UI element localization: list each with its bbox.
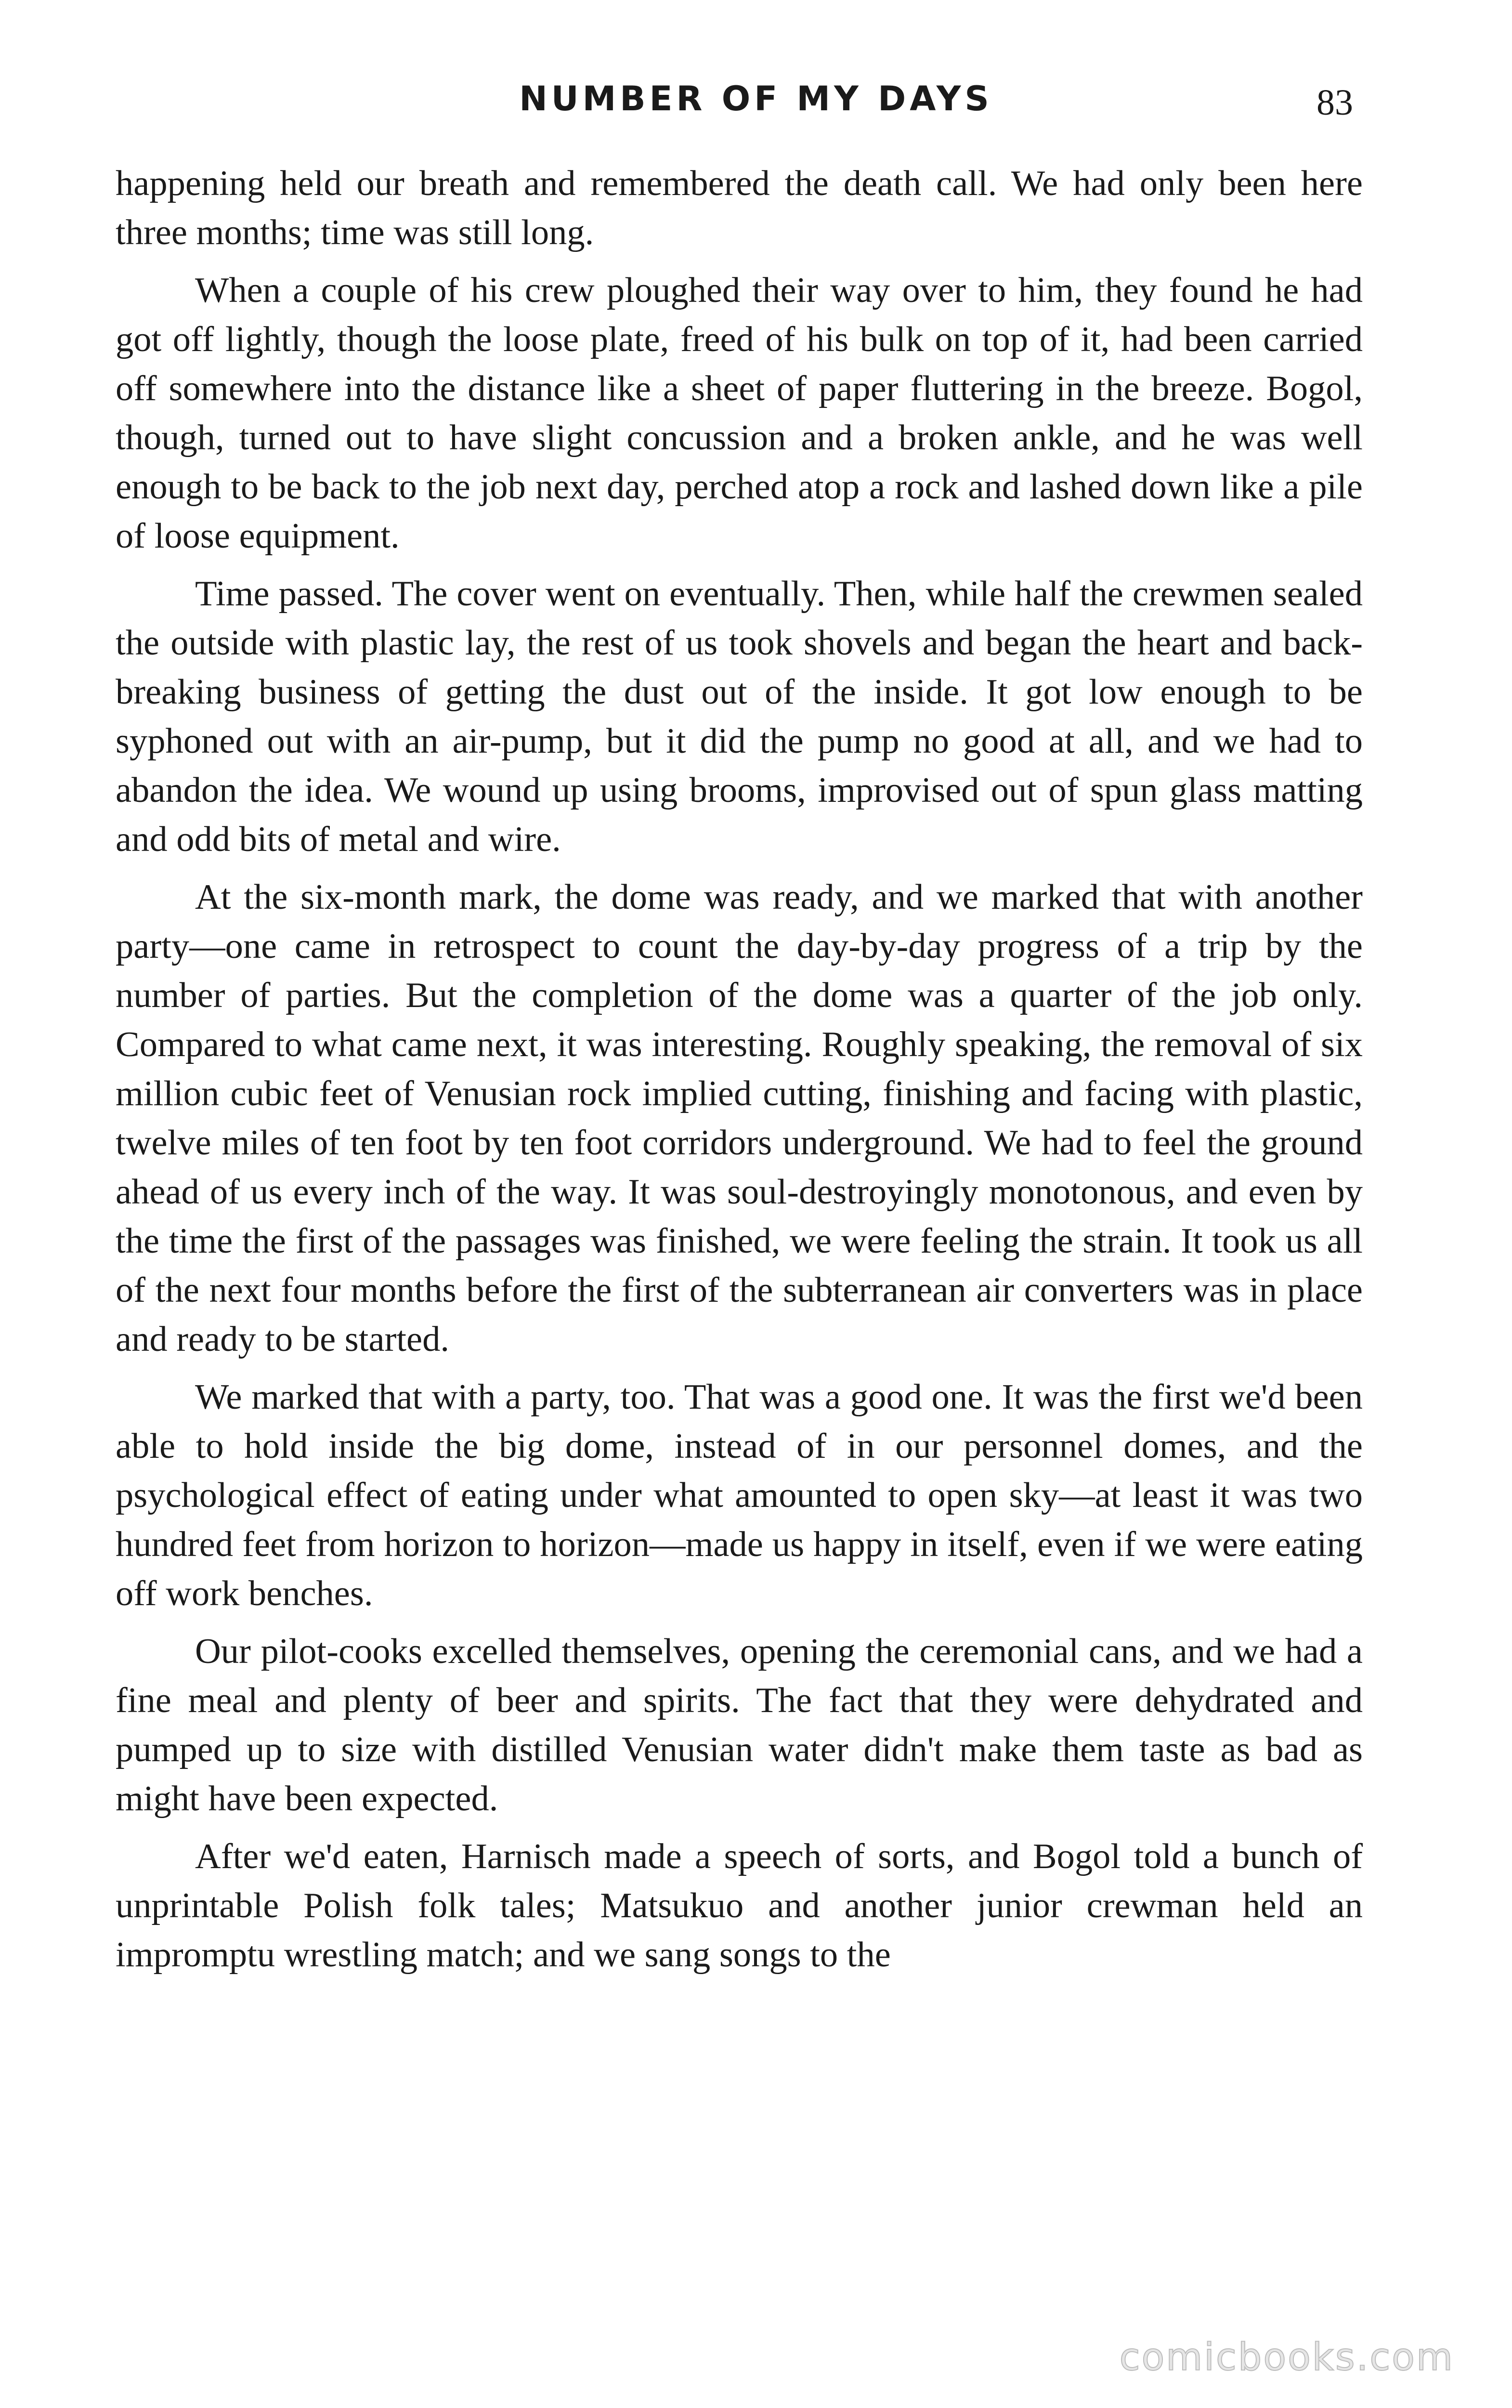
paragraph-6: Our pilot-cooks excelled themselves, opening the ceremonial cans, and we had a fine meal and plenty of beer and spirits. The fact that they were dehydrated and pumped up to size with distilled Venusian water didn't make them taste as bad as might have been expected. xyxy=(116,1632,1363,1819)
watermark: comicbooks.com xyxy=(1119,2336,1454,2379)
paragraph-5: We marked that with a party, too. That was a good one. It was the first we'd been able to hold inside the big dome, instead of in our personnel domes, and the psychological effect of eating under what amounted to open sky—at least it was two hundred feet from horizon to horizon—made us happy in itself, even if we were eating off work benches. xyxy=(116,1377,1363,1613)
paragraph-1: happening held our breath and remembered the death call. We had only been here three months; time was still long. xyxy=(116,164,1363,252)
paragraph-7: After we'd eaten, Harnisch made a speech of sorts, and Bogol told a bunch of unprintable Polish folk tales; Matsukuo and another junior crewman held an impromptu wrestling match; and we sang songs to the xyxy=(116,1837,1363,1975)
page-header xyxy=(0,72,1512,125)
body-text xyxy=(116,159,1363,1988)
paragraph-3: Time passed. The cover went on eventually. Then, while half the crewmen sealed the outside with plastic lay, the rest of us took shovels and began the heart and back-breaking business of getting the dust out of the inside. It got low enough to be syphoned out with an air-pump, but it did the pump no good at all, and we had to abandon the idea. We wound up using brooms, improvised out of spun glass matting and odd bits of metal and wire. xyxy=(116,574,1363,859)
paragraph-2: When a couple of his crew ploughed their way over to him, they found he had got off lightly, though the loose plate, freed of his bulk on top of it, had been carried off somewhere into the distance like a sheet of paper fluttering in the breeze. Bogol, though, turned out to have slight concussion and a broken ankle, and he was well enough to be back to the job next day, perched atop a rock and lashed down like a pile of loose equipment. xyxy=(116,271,1363,556)
page-number: 83 xyxy=(1316,82,1353,123)
running-title: NUMBER OF MY DAYS xyxy=(519,79,993,118)
paragraph-4: At the six-month mark, the dome was ready, and we marked that with another party—one came in retrospect to count the day-by-day progress of a trip by the number of parties. But the completion of the dome was a quarter of the job only. Compared to what came next, it was interesting. Roughly speaking, the removal of six million cubic feet of Venusian rock implied cutting, finishing and facing with plastic, twelve miles of ten foot by ten foot corridors underground. We had to feel the ground ahead of us every inch of the way. It was soul-destroyingly monotonous, and even by the time the first of the passages was finished, we were feeling the strain. It took us all of the next four months before the first of the subterranean air converters was in place and ready to be started. xyxy=(116,877,1363,1359)
